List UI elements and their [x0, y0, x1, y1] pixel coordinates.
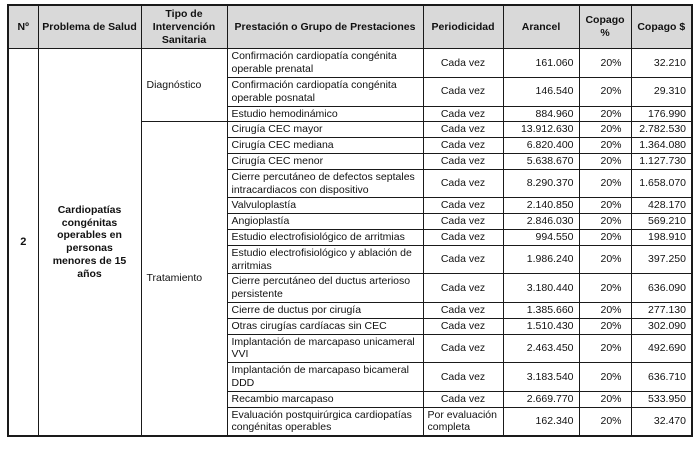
- periodicidad-cell: Cada vez: [423, 122, 503, 138]
- arancel-cell: 162.340: [503, 407, 579, 436]
- arancel-cell: 13.912.630: [503, 122, 579, 138]
- table-row: [8, 49, 692, 78]
- copago-dollar-cell: 492.690: [631, 334, 692, 363]
- copago-pct-cell: 20%: [579, 391, 631, 407]
- copago-dollar-cell: 277.130: [631, 302, 692, 318]
- arancel-cell: 8.290.370: [503, 169, 579, 198]
- arancel-cell: 6.820.400: [503, 138, 579, 154]
- copago-dollar-cell: 302.090: [631, 318, 692, 334]
- copago-pct-cell: 20%: [579, 77, 631, 106]
- prestacion-cell: Cierre de ductus por cirugía: [227, 302, 423, 318]
- prestacion-cell: Estudio electrofisiológico de arritmias: [227, 229, 423, 245]
- copago-pct-cell: 20%: [579, 334, 631, 363]
- copago-dollar-cell: 533.950: [631, 391, 692, 407]
- arancel-cell: 884.960: [503, 106, 579, 122]
- periodicidad-cell: Cada vez: [423, 77, 503, 106]
- periodicidad-cell: Cada vez: [423, 153, 503, 169]
- copago-dollar-cell: 428.170: [631, 198, 692, 214]
- copago-pct-cell: 20%: [579, 363, 631, 392]
- table-header: [8, 5, 692, 49]
- copago-dollar-cell: 198.910: [631, 229, 692, 245]
- periodicidad-cell: Cada vez: [423, 138, 503, 154]
- copago-pct-cell: 20%: [579, 214, 631, 230]
- prestacion-cell: Recambio marcapaso: [227, 391, 423, 407]
- table-body: [8, 49, 692, 436]
- table-header-row: [8, 5, 692, 49]
- column-header: Nº: [8, 5, 38, 49]
- copago-dollar-cell: 32.210: [631, 49, 692, 78]
- copago-pct-cell: 20%: [579, 169, 631, 198]
- prestacion-cell: Cirugía CEC mediana: [227, 138, 423, 154]
- periodicidad-cell: Cada vez: [423, 363, 503, 392]
- column-header: Prestación o Grupo de Prestaciones: [227, 5, 423, 49]
- arancel-cell: 1.986.240: [503, 245, 579, 274]
- copago-pct-cell: 20%: [579, 302, 631, 318]
- periodicidad-cell: Cada vez: [423, 318, 503, 334]
- periodicidad-cell: Cada vez: [423, 214, 503, 230]
- copago-dollar-cell: 176.990: [631, 106, 692, 122]
- column-header: Problema de Salud: [38, 5, 141, 49]
- prestaciones-table: [7, 4, 693, 437]
- arancel-cell: 2.140.850: [503, 198, 579, 214]
- copago-dollar-cell: 1.658.070: [631, 169, 692, 198]
- copago-dollar-cell: 636.090: [631, 274, 692, 303]
- arancel-cell: 994.550: [503, 229, 579, 245]
- prestacion-cell: Implantación de marcapaso unicameral VVI: [227, 334, 423, 363]
- copago-dollar-cell: 2.782.530: [631, 122, 692, 138]
- periodicidad-cell: Cada vez: [423, 391, 503, 407]
- arancel-cell: 3.183.540: [503, 363, 579, 392]
- prestacion-cell: Implantación de marcapaso bicameral DDD: [227, 363, 423, 392]
- arancel-cell: 161.060: [503, 49, 579, 78]
- prestacion-cell: Cirugía CEC menor: [227, 153, 423, 169]
- periodicidad-cell: Cada vez: [423, 106, 503, 122]
- arancel-cell: 1.385.660: [503, 302, 579, 318]
- tipo-intervencion-cell: Tratamiento: [141, 122, 227, 436]
- copago-pct-cell: 20%: [579, 318, 631, 334]
- prestacion-cell: Cirugía CEC mayor: [227, 122, 423, 138]
- periodicidad-cell: Cada vez: [423, 49, 503, 78]
- arancel-cell: 2.463.450: [503, 334, 579, 363]
- prestacion-cell: Confirmación cardiopatía congénita operable prenatal: [227, 49, 423, 78]
- copago-dollar-cell: 636.710: [631, 363, 692, 392]
- prestacion-cell: Estudio electrofisiológico y ablación de arritmias: [227, 245, 423, 274]
- copago-dollar-cell: 397.250: [631, 245, 692, 274]
- copago-pct-cell: 20%: [579, 122, 631, 138]
- copago-pct-cell: 20%: [579, 245, 631, 274]
- copago-pct-cell: 20%: [579, 198, 631, 214]
- copago-pct-cell: 20%: [579, 407, 631, 436]
- copago-dollar-cell: 1.127.730: [631, 153, 692, 169]
- periodicidad-cell: Cada vez: [423, 274, 503, 303]
- prestacion-cell: Confirmación cardiopatía congénita operable posnatal: [227, 77, 423, 106]
- periodicidad-cell: Cada vez: [423, 302, 503, 318]
- copago-pct-cell: 20%: [579, 106, 631, 122]
- copago-pct-cell: 20%: [579, 274, 631, 303]
- prestacion-cell: Angioplastía: [227, 214, 423, 230]
- prestacion-cell: Estudio hemodinámico: [227, 106, 423, 122]
- arancel-cell: 1.510.430: [503, 318, 579, 334]
- arancel-cell: 2.669.770: [503, 391, 579, 407]
- column-header: Arancel: [503, 5, 579, 49]
- prestacion-cell: Valvuloplastía: [227, 198, 423, 214]
- arancel-cell: 5.638.670: [503, 153, 579, 169]
- copago-dollar-cell: 569.210: [631, 214, 692, 230]
- periodicidad-cell: Cada vez: [423, 245, 503, 274]
- arancel-cell: 146.540: [503, 77, 579, 106]
- column-header: Tipo de Intervención Sanitaria: [141, 5, 227, 49]
- periodicidad-cell: Cada vez: [423, 169, 503, 198]
- numero-cell: 2: [8, 49, 38, 436]
- tipo-intervencion-cell: Diagnóstico: [141, 49, 227, 122]
- arancel-cell: 2.846.030: [503, 214, 579, 230]
- column-header: Copago $: [631, 5, 692, 49]
- problema-salud-cell: Cardiopatías congénitas operables en personas menores de 15 años: [38, 49, 141, 436]
- copago-pct-cell: 20%: [579, 153, 631, 169]
- column-header: Periodicidad: [423, 5, 503, 49]
- copago-dollar-cell: 29.310: [631, 77, 692, 106]
- column-header: Copago %: [579, 5, 631, 49]
- periodicidad-cell: Cada vez: [423, 229, 503, 245]
- periodicidad-cell: Por evaluación completa: [423, 407, 503, 436]
- prestacion-cell: Evaluación postquirúrgica cardiopatías congénitas operables: [227, 407, 423, 436]
- copago-dollar-cell: 32.470: [631, 407, 692, 436]
- periodicidad-cell: Cada vez: [423, 198, 503, 214]
- copago-pct-cell: 20%: [579, 49, 631, 78]
- prestacion-cell: Cierre percutáneo del ductus arterioso persistente: [227, 274, 423, 303]
- prestacion-cell: Otras cirugías cardíacas sin CEC: [227, 318, 423, 334]
- copago-dollar-cell: 1.364.080: [631, 138, 692, 154]
- copago-pct-cell: 20%: [579, 138, 631, 154]
- copago-pct-cell: 20%: [579, 229, 631, 245]
- periodicidad-cell: Cada vez: [423, 334, 503, 363]
- prestacion-cell: Cierre percutáneo de defectos septales intracardiacos con dispositivo: [227, 169, 423, 198]
- arancel-cell: 3.180.440: [503, 274, 579, 303]
